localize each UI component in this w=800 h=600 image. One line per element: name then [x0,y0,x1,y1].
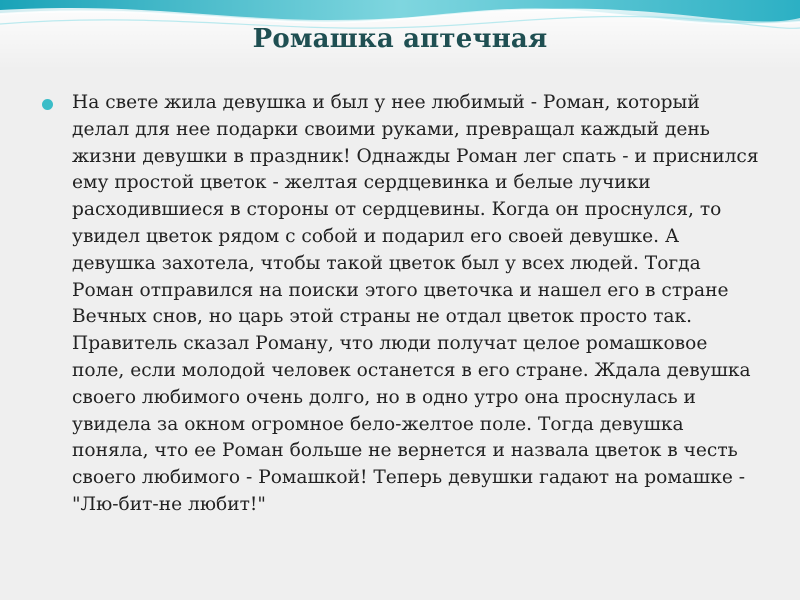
bullet-dot-icon [42,99,53,110]
slide-title: Ромашка аптечная [252,24,548,54]
bullet-item [42,90,762,519]
slide-content [42,90,762,519]
story-text: На свете жила девушка и был у нее любимый - Роман, который делал для нее подарки своими руками, превращал каждый день жизни девушки в праздник! Однажды Роман лег спать - и приснился ему простой цветок - желтая сердцевинка и белые лучики расходившиеся в стороны от сердцевины. Когда он проснулся, то увидел цветок рядом с собой и подарил его своей девушке. А девушка захотела, чтобы такой цветок был у всех людей. Тогда Роман отправился на поиски этого цветочка и нашел его в стране Вечных снов, но царь этой страны не отдал цветок просто так. Правитель сказал Роману, что люди получат целое ромашковое поле, если молодой человек останется в его стране. Ждала девушка своего любимого очень долго, но в одно утро она проснулась и увидела за окном огромное бело-желтое поле. Тогда девушка поняла, что ее Роман больше не вернется и назвала цветок в честь своего любимого - Ромашкой! Теперь девушки гадают на ромашке - "Лю-бит-не любит!" [72,92,759,515]
